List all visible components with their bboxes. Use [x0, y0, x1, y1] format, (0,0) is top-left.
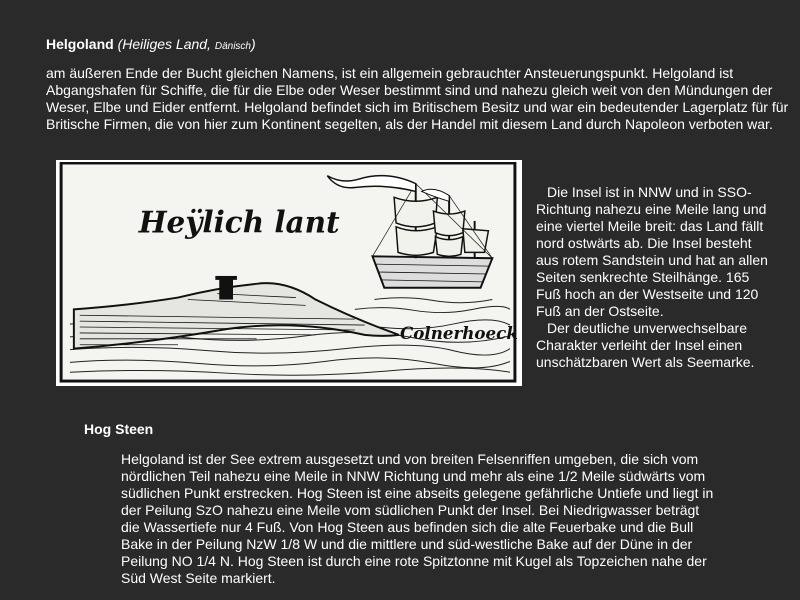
title-alt-name: (Heiliges Land,: [117, 36, 211, 52]
woodcut-caption-bottom: Colnerhoeck: [400, 322, 518, 343]
intro-paragraph: am äußeren Ende der Bucht gleichen Namens, ist ein allgemein gebrauchter Ansteuerungspunkt. Helgoland ist Abgangshafen für Schiffe, die für die Elbe oder Weser bestimmt sind und nahezu gleich weit von den Mündungen der Weser, Elbe und Eider entfernt. Helgoland befindet sich im Britischem Besitz und war ein bedeutender Lagerplatz für für Britische Firmen, die von hier zum Kontinent segelten, als der Handel mit diesem Land durch Napoleon verboten war.: [46, 65, 789, 132]
helgoland-woodcut-image: [56, 160, 522, 386]
hog-steen-paragraph: Helgoland ist der See extrem ausgesetzt und von breiten Felsenriffen umgeben, die sich vom nördlichen Teil nahezu eine Meile in NNW Richtung und mehr als eine 1/2 Meile südwärts vom südlichen Punkt erstrecken. Hog Steen ist eine abseits gelegene gefährliche Untiefe und liegt in der Peilung SzO nahezu eine Meile vom südlichen Punkt der Insel. Bei Niedrigwasser beträgt die Wassertiefe nur 4 Fuß. Von Hog Steen aus befinden sich die alte Feuerbake und die Bull Bake in der Peilung NzW 1/8 W und die mittlere und süd-westliche Bake auf der Düne in der Peilung NO 1/4 N. Hog Steen ist durch eine rote Spitztonne mit Kugel als Topzeichen nahe der Süd West Seite markiert.: [121, 451, 714, 586]
title-close: ): [250, 36, 256, 52]
island-description: [536, 184, 770, 371]
woodcut-caption-top: Heÿlich lant: [138, 204, 340, 240]
section-title-hog-steen: Hog Steen: [84, 421, 154, 437]
title-name: Helgoland: [46, 36, 114, 52]
title-lang-note: Dänisch: [214, 41, 251, 52]
page-title: [46, 35, 256, 56]
island-description-p2: Der deutliche unverwechselbare Charakter verleiht der Insel einen unschätzbaren Wert als Seemarke.: [536, 320, 755, 370]
island-description-p1: Die Insel ist in NNW und in SSO-Richtung nahezu eine Meile lang und eine viertel Meile breit: das Land fällt nord ostwärts ab. Die Insel besteht aus rotem Sandstein und hat an allen Seiten senkrechte Steilhänge. 165 Fuß hoch an der Westseite und 120 Fuß an der Ostseite.: [536, 184, 768, 319]
woodcut-illustration: [58, 162, 520, 384]
